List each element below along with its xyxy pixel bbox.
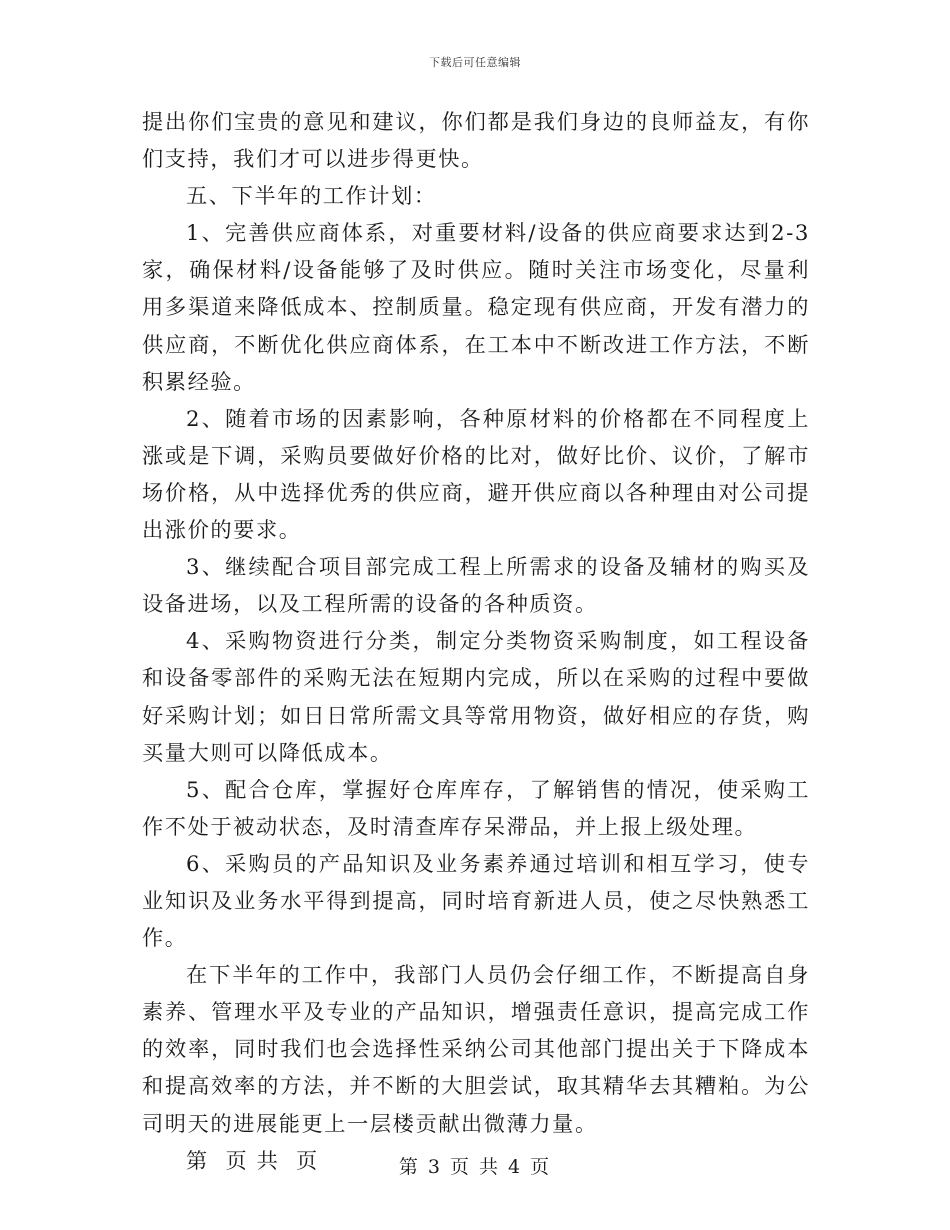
paragraph-continuation: 提出你们宝贵的意见和建议，你们都是我们身边的良师益友，有你们支持，我们才可以进步得更快。 xyxy=(142,109,810,172)
plan-item-2: 2、随着市场的因素影响，各种原材料的价格都在不同程度上涨或是下调，采购员要做好价格的比对，做好比价、议价，了解市场价格，从中选择优秀的供应商，避开供应商以各种理由对公司提出涨价的要求。 xyxy=(142,405,810,543)
plan-item-1: 1、完善供应商体系，对重要材料/设备的供应商要求达到2-3家，确保材料/设备能够了及时供应。随时关注市场变化，尽量利用多渠道来降低成本、控制质量。稳定现有供应商，开发有潜力的供应商，不断优化供应商体系，在工本中不断改进工作方法，不断积累经验。 xyxy=(142,220,810,394)
plan-item-6: 6、采购员的产品知识及业务素养通过培训和相互学习，使专业知识及业务水平得到提高，同时培育新进人员，使之尽快熟悉工作。 xyxy=(142,850,810,951)
page-footer: 第 3 页 共 4 页 xyxy=(398,1156,552,1178)
closing-paragraph: 在下半年的工作中，我部门人员仍会仔细工作，不断提高自身素养、管理水平及专业的产品知识，增强责任意识，提高完成工作的效率，同时我们也会选择性采纳公司其他部门提出关于下降成本和提高效率的方法，并不断的大胆尝试，取其精华去其糟粕。为公司明天的进展能更上一层楼贡献出微薄力量。 xyxy=(142,962,810,1136)
page-header: 下载后可任意编辑 xyxy=(429,56,521,69)
section-heading-plan: 五、下半年的工作计划： xyxy=(186,183,437,209)
plan-item-3: 3、继续配合项目部完成工程上所需求的设备及辅材的购买及设备进场，以及工程所需的设备的各种质资。 xyxy=(142,554,810,617)
page-count-placeholder: 第 页 共 页 xyxy=(186,1147,319,1173)
document-body xyxy=(142,103,810,1179)
plan-item-5: 5、配合仓库，掌握好仓库库存，了解销售的情况，使采购工作不处于被动状态，及时清查库存呆滞品，并上报上级处理。 xyxy=(142,776,810,839)
plan-item-4: 4、采购物资进行分类，制定分类物资采购制度，如工程设备和设备零部件的采购无法在短期内完成，所以在采购的过程中要做好采购计划；如日日常所需文具等常用物资，做好相应的存货，购买量大则可以降低成本。 xyxy=(142,628,810,765)
